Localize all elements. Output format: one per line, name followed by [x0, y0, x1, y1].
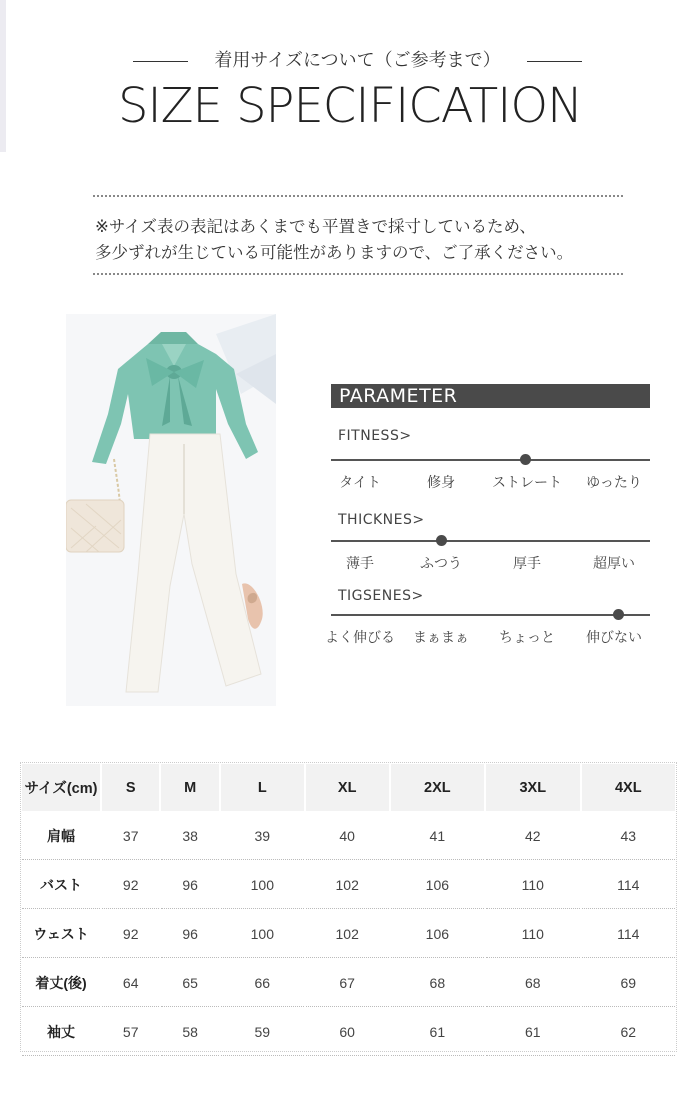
- table-cell: 110: [486, 862, 579, 909]
- row-label-shoulder: 肩幅: [22, 813, 100, 860]
- stretch-label: TIGSENES>: [338, 588, 424, 604]
- page-subtitle: 着用サイズについて（ご参考まで）: [214, 50, 501, 71]
- parameter-title: PARAMETER: [339, 385, 458, 407]
- table-cell: 65: [161, 960, 218, 1007]
- table-cell: 96: [161, 862, 218, 909]
- table-cell: 102: [306, 862, 389, 909]
- table-row: [22, 911, 675, 958]
- table-cell: 40: [306, 813, 389, 860]
- row-label-back-length: 着丈(後): [22, 960, 100, 1007]
- table-cell: 37: [102, 813, 159, 860]
- subtitle-rule-right: [527, 61, 582, 62]
- size-header-3xl: 3XL: [486, 764, 579, 811]
- subtitle-row: [0, 46, 700, 76]
- parameter-header: [331, 384, 650, 408]
- table-row: [22, 960, 675, 1007]
- stretch-marker: [613, 609, 624, 620]
- table-cell: 100: [221, 911, 304, 958]
- table-cell: 62: [582, 1009, 676, 1056]
- thickness-label: THICKNES>: [338, 512, 425, 528]
- stretch-scale-line: [331, 614, 650, 616]
- stretch-option-very-stretchy: よく伸びる: [325, 630, 395, 646]
- thickness-option-thick: 厚手: [513, 556, 541, 572]
- size-header-4xl: 4XL: [582, 764, 676, 811]
- size-header-l: L: [221, 764, 304, 811]
- fitness-label: FITNESS>: [338, 428, 412, 444]
- table-cell: 58: [161, 1009, 218, 1056]
- outfit-illustration: [66, 314, 276, 706]
- table-cell: 59: [221, 1009, 304, 1056]
- table-row: [22, 813, 675, 860]
- row-label-waist: ウェスト: [22, 911, 100, 958]
- table-cell: 69: [582, 960, 676, 1007]
- fitness-scale-line: [331, 459, 650, 461]
- page-title: SIZE SPECIFICATION: [117, 78, 583, 134]
- table-cell: 114: [582, 911, 676, 958]
- table-cell: 42: [486, 813, 579, 860]
- size-header-xl: XL: [306, 764, 389, 811]
- table-cell: 41: [391, 813, 484, 860]
- size-header-label: サイズ(cm): [22, 764, 100, 811]
- note-line-1: ※サイズ表の表記はあくまでも平置きで採寸しているため、: [95, 217, 536, 236]
- table-cell: 106: [391, 911, 484, 958]
- thickness-marker: [436, 535, 447, 546]
- row-label-bust: バスト: [22, 862, 100, 909]
- table-cell: 57: [102, 1009, 159, 1056]
- subtitle-rule-left: [133, 61, 188, 62]
- table-cell: 66: [221, 960, 304, 1007]
- table-cell: 61: [486, 1009, 579, 1056]
- thickness-option-normal: ふつう: [420, 556, 462, 572]
- table-cell: 92: [102, 862, 159, 909]
- note-line-2: 多少ずれが生じている可能性がありますので、ご了承ください。: [95, 243, 574, 262]
- table-cell: 60: [306, 1009, 389, 1056]
- stretch-option-no-stretch: 伸びない: [586, 630, 642, 646]
- size-header-m: M: [161, 764, 218, 811]
- fitness-marker: [520, 454, 531, 465]
- table-cell: 96: [161, 911, 218, 958]
- fitness-option-fitted: 修身: [427, 475, 455, 491]
- table-cell: 106: [391, 862, 484, 909]
- table-cell: 67: [306, 960, 389, 1007]
- table-cell: 68: [391, 960, 484, 1007]
- size-header-2xl: 2XL: [391, 764, 484, 811]
- table-cell: 110: [486, 911, 579, 958]
- stretch-option-slight: ちょっと: [499, 630, 555, 646]
- product-photo: [66, 314, 276, 706]
- measurement-note: [93, 195, 623, 275]
- table-cell: 38: [161, 813, 218, 860]
- size-header-s: S: [102, 764, 159, 811]
- table-cell: 114: [582, 862, 676, 909]
- size-table: [20, 762, 677, 1058]
- table-cell: 43: [582, 813, 676, 860]
- fitness-option-loose: ゆったり: [586, 475, 642, 491]
- table-cell: 39: [221, 813, 304, 860]
- row-label-sleeve: 袖丈: [22, 1009, 100, 1056]
- table-cell: 100: [221, 862, 304, 909]
- thickness-scale-line: [331, 540, 650, 542]
- thickness-option-very-thick: 超厚い: [593, 556, 635, 572]
- table-row: [22, 862, 675, 909]
- table-row: [22, 1009, 675, 1056]
- stretch-option-moderate: まぁまぁ: [413, 630, 469, 646]
- fitness-option-tight: タイト: [339, 475, 381, 491]
- table-cell: 68: [486, 960, 579, 1007]
- table-cell: 102: [306, 911, 389, 958]
- thickness-option-thin: 薄手: [346, 556, 374, 572]
- table-cell: 61: [391, 1009, 484, 1056]
- table-cell: 92: [102, 911, 159, 958]
- fitness-option-straight: ストレート: [492, 475, 562, 491]
- size-table-header-row: [22, 764, 675, 811]
- table-cell: 64: [102, 960, 159, 1007]
